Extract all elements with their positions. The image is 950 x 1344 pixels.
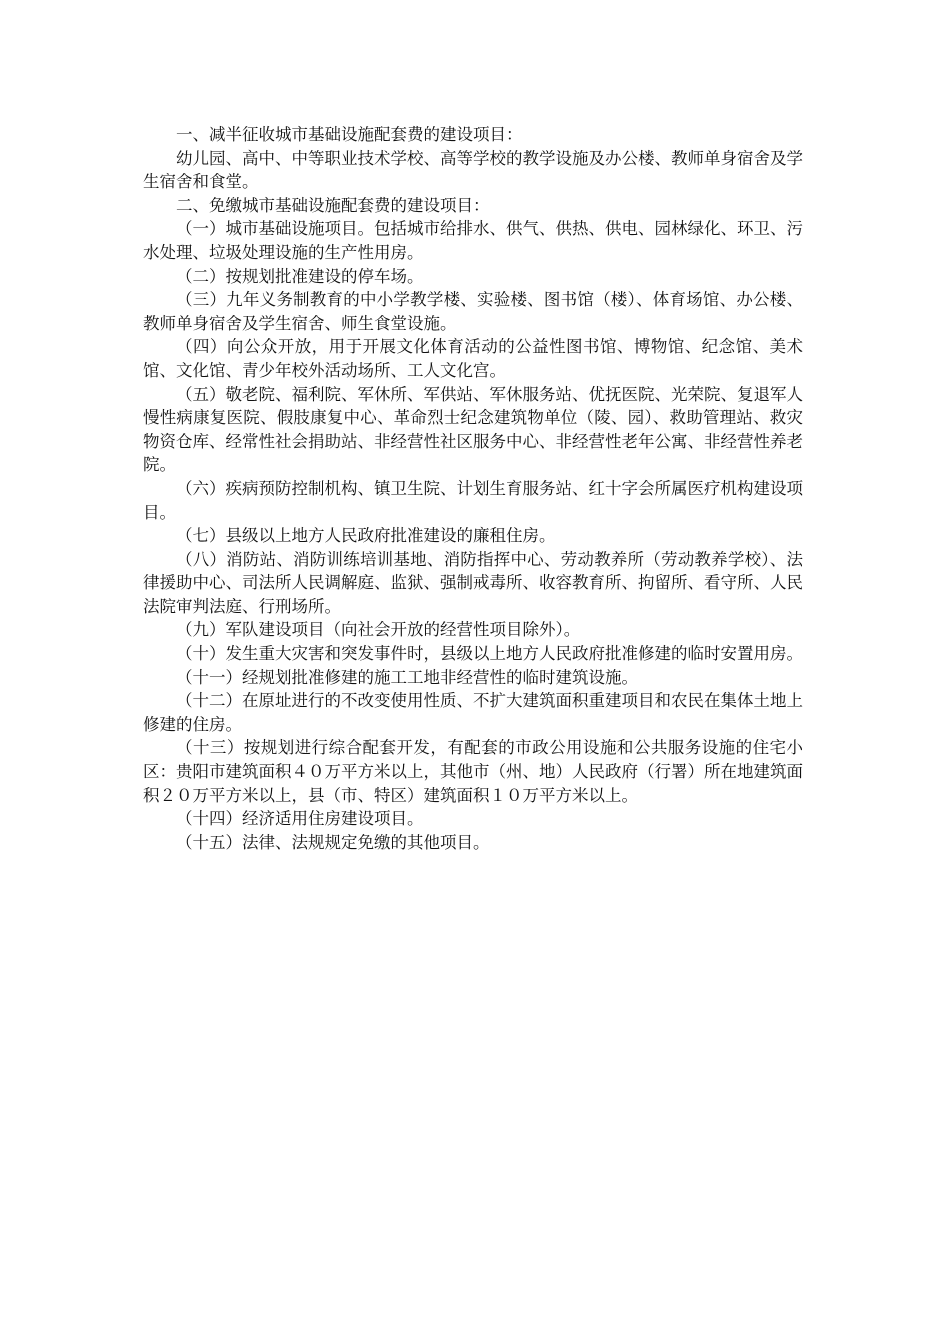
exempt-item-11: （十一）经规划批准修建的施工工地非经营性的临时建筑设施。 (176, 667, 638, 687)
exempt-item-7: （七）县级以上地方人民政府批准建设的廉租住房。 (176, 526, 556, 546)
exempt-item-5: （五）敬老院、福利院、军休所、军供站、军休服务站、优抚医院、光荣院、复退军人慢性病康复医院、假肢康复中心、革命烈士纪念建筑物单位（陵、园）、救助管理站、救灾物资仓库、经常性社会捐助站、非经营性社区服务中心、非经营性老年公寓、非经营性养老院。 (143, 384, 803, 475)
exempt-item-10: （十）发生重大灾害和突发事件时，县级以上地方人民政府批准修建的临时安置用房。 (176, 644, 803, 664)
exempt-item-6: （六）疾病预防控制机构、镇卫生院、计划生育服务站、红十字会所属医疗机构建设项目。 (143, 478, 803, 522)
exempt-item-15: （十五）法律、法规规定免缴的其他项目。 (176, 832, 490, 852)
exempt-item-2: （二）按规划批准建设的停车场。 (176, 266, 424, 286)
section-heading-half-fee: 一、减半征收城市基础设施配套费的建设项目： (176, 125, 523, 144)
exempt-item-1: （一）城市基础设施项目。包括城市给排水、供气、供热、供电、园林绿化、环卫、污水处理、垃圾处理设施的生产性用房。 (143, 219, 803, 262)
document-body (143, 123, 803, 854)
half-fee-item-list: 幼儿园、高中、中等职业技术学校、高等学校的教学设施及办公楼、教师单身宿舍及学生宿舍和食堂。 (143, 148, 803, 192)
exempt-item-14: （十四）经济适用住房建设项目。 (176, 809, 424, 829)
exempt-item-12: （十二）在原址进行的不改变使用性质、不扩大建筑面积重建项目和农民在集体土地上修建的住房。 (143, 691, 803, 734)
section-heading-exempt: 二、免缴城市基础设施配套费的建设项目： (176, 195, 490, 215)
exempt-item-9: （九）军队建设项目（向社会开放的经营性项目除外）。 (176, 620, 581, 640)
exempt-item-8: （八）消防站、消防训练培训基地、消防指挥中心、劳动教养所（劳动教养学校）、法律援助中心、司法所人民调解庭、监狱、强制戒毒所、收容教育所、拘留所、看守所、人民法院审判法庭、行刑场所。 (143, 549, 803, 616)
exempt-item-13: （十三）按规划进行综合配套开发，有配套的市政公用设施和公共服务设施的住宅小区：贵阳市建筑面积４０万平方米以上，其他市（州、地）人民政府（行署）所在地建筑面积２０万平方米以上，县（市、特区）建筑面积１０万平方米以上。 (143, 738, 803, 805)
exempt-item-3: （三）九年义务制教育的中小学教学楼、实验楼、图书馆（楼）、体育场馆、办公楼、教师单身宿舍及学生宿舍、师生食堂设施。 (143, 290, 803, 333)
exempt-item-4: （四）向公众开放，用于开展文化体育活动的公益性图书馆、博物馆、纪念馆、美术馆、文化馆、青少年校外活动场所、工人文化宫。 (143, 337, 803, 380)
